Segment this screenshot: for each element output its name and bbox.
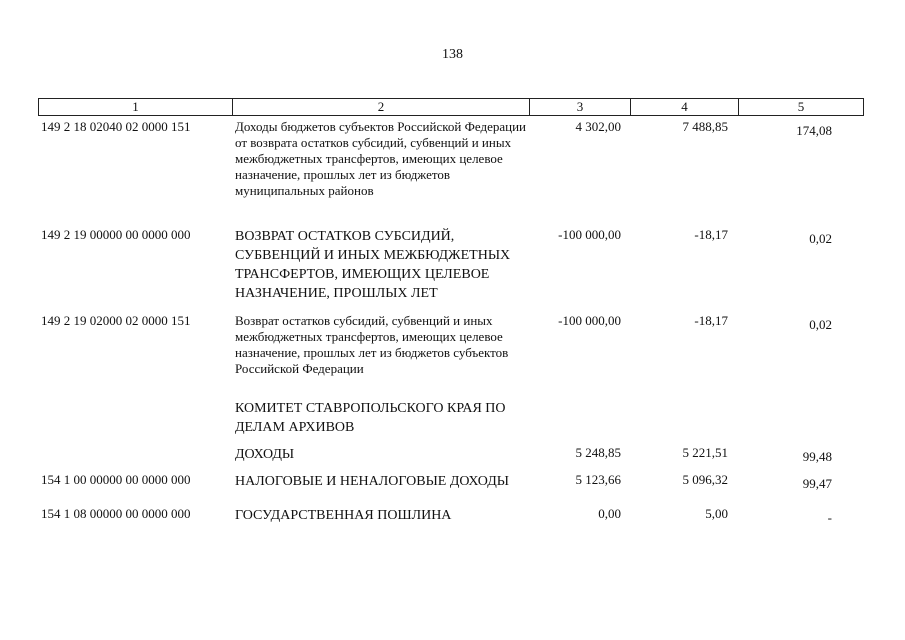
row-value-col3: 5 248,85	[575, 445, 621, 460]
row-code: 154 1 00 00000 00 0000 000	[41, 472, 191, 487]
header-column-2: 2	[233, 99, 530, 115]
row-name: Возврат остатков субсидий, субвенций и иных межбюджетных трансфертов, имеющих целевое назначение, прошлых лет из бюджетов субъектов Российской Федерации	[235, 313, 509, 376]
row-value-col5: -	[827, 510, 832, 525]
row-code: 149 2 19 00000 00 0000 000	[41, 227, 191, 242]
row-name: НАЛОГОВЫЕ И НЕНАЛОГОВЫЕ ДОХОДЫ	[235, 474, 509, 489]
row-value-col5: 99,48	[802, 449, 832, 464]
header-column-5: 5	[797, 99, 805, 114]
page-number: 138	[442, 47, 463, 62]
table-header	[38, 98, 864, 116]
header-column-3: 3	[530, 99, 631, 115]
row-value-col5: 0,02	[809, 231, 832, 246]
header-column-1: 1	[39, 99, 233, 115]
row-code: 149 2 19 02000 02 0000 151	[41, 313, 191, 328]
row-value-col4: 5,00	[705, 506, 728, 521]
row-name: ДОХОДЫ	[235, 447, 295, 462]
row-value-col4: -18,17	[694, 227, 728, 242]
row-name: ВОЗВРАТ ОСТАТКОВ СУБСИДИЙ, СУБВЕНЦИЙ И ИНЫХ МЕЖБЮДЖЕТНЫХ ТРАНСФЕРТОВ, ИМЕЮЩИХ ЦЕЛЕВОЕ НАЗНАЧЕНИЕ, ПРОШЛЫХ ЛЕТ	[235, 229, 511, 301]
row-value-col4: 5 096,32	[682, 472, 728, 487]
section-heading: КОМИТЕТ СТАВРОПОЛЬСКОГО КРАЯ ПО ДЕЛАМ АРХИВОВ	[235, 401, 506, 435]
row-value-col5: 99,47	[802, 476, 832, 491]
row-value-col5: 174,08	[796, 123, 832, 138]
row-value-col3: -100 000,00	[558, 313, 621, 328]
row-value-col3: 0,00	[598, 506, 621, 521]
header-column-4: 4	[631, 99, 739, 115]
row-value-col3: 5 123,66	[575, 472, 621, 487]
row-name: ГОСУДАРСТВЕННАЯ ПОШЛИНА	[235, 508, 452, 523]
row-name: Доходы бюджетов субъектов Российской Федерации от возврата остатков субсидий, субвенций и иных межбюджетных трансфертов, имеющих целевое назначение, прошлых лет из бюджетов муниципальных районов	[235, 119, 526, 198]
row-value-col3: 4 302,00	[575, 119, 621, 134]
row-code: 149 2 18 02040 02 0000 151	[41, 119, 191, 134]
row-value-col3: -100 000,00	[558, 227, 621, 242]
row-value-col4: 7 488,85	[682, 119, 728, 134]
row-value-col5: 0,02	[809, 317, 832, 332]
row-value-col4: -18,17	[694, 313, 728, 328]
row-code: 154 1 08 00000 00 0000 000	[41, 506, 191, 521]
row-value-col4: 5 221,51	[682, 445, 728, 460]
